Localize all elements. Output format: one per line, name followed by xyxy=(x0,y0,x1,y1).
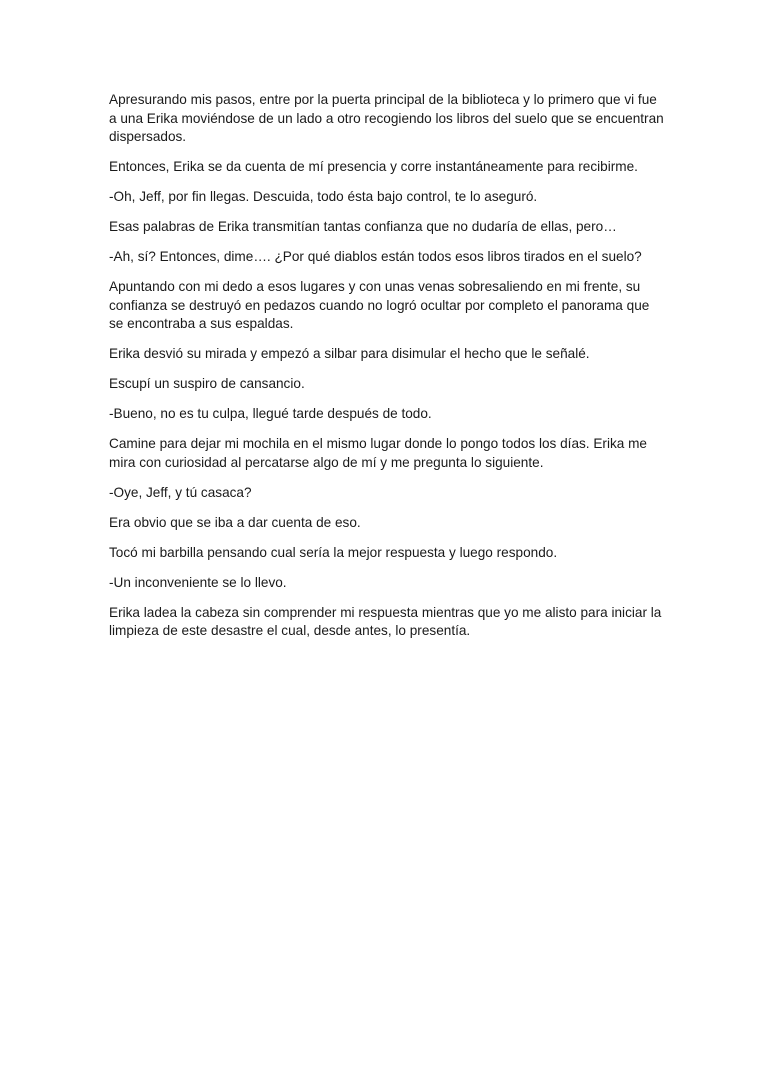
paragraph-6: Apuntando con mi dedo a esos lugares y con unas venas sobresaliendo en mi frente, su confianza se destruyó en pedazos cuando no logró ocultar por completo el panorama que se encontraba a sus espaldas. xyxy=(109,279,650,332)
paragraph-2: Entonces, Erika se da cuenta de mí presencia y corre instantáneamente para recibirme. xyxy=(109,159,638,175)
paragraph-15: Erika ladea la cabeza sin comprender mi respuesta mientras que yo me alisto para iniciar la limpieza de este desastre el cual, desde antes, lo presentía. xyxy=(109,604,662,639)
document-body xyxy=(109,91,665,652)
paragraph-4: Esas palabras de Erika transmitían tantas confianza que no dudaría de ellas, pero… xyxy=(109,219,617,235)
paragraph-7: Erika desvió su mirada y empezó a silbar para disimular el hecho que le señalé. xyxy=(109,346,590,362)
paragraph-8: Escupí un suspiro de cansancio. xyxy=(109,376,305,392)
paragraph-9: -Bueno, no es tu culpa, llegué tarde después de todo. xyxy=(109,406,432,422)
paragraph-12: Era obvio que se iba a dar cuenta de eso. xyxy=(109,514,361,530)
paragraph-5: -Ah, sí? Entonces, dime…. ¿Por qué diablos están todos esos libros tirados en el suelo? xyxy=(109,249,642,265)
paragraph-14: -Un inconveniente se lo llevo. xyxy=(109,574,287,590)
paragraph-13: Tocó mi barbilla pensando cual sería la mejor respuesta y luego respondo. xyxy=(109,544,558,560)
paragraph-3: -Oh, Jeff, por fin llegas. Descuida, todo ésta bajo control, te lo aseguró. xyxy=(109,189,538,205)
paragraph-10: Camine para dejar mi mochila en el mismo lugar donde lo pongo todos los días. Erika me mira con curiosidad al percatarse algo de mí y me pregunta lo siguiente. xyxy=(109,436,647,470)
paragraph-1: Apresurando mis pasos, entre por la puerta principal de la biblioteca y lo primero que vi fue a una Erika moviéndose de un lado a otro recogiendo los libros del suelo que se encuentran dispersados. xyxy=(109,92,664,145)
paragraph-11: -Oye, Jeff, y tú casaca? xyxy=(109,484,252,500)
